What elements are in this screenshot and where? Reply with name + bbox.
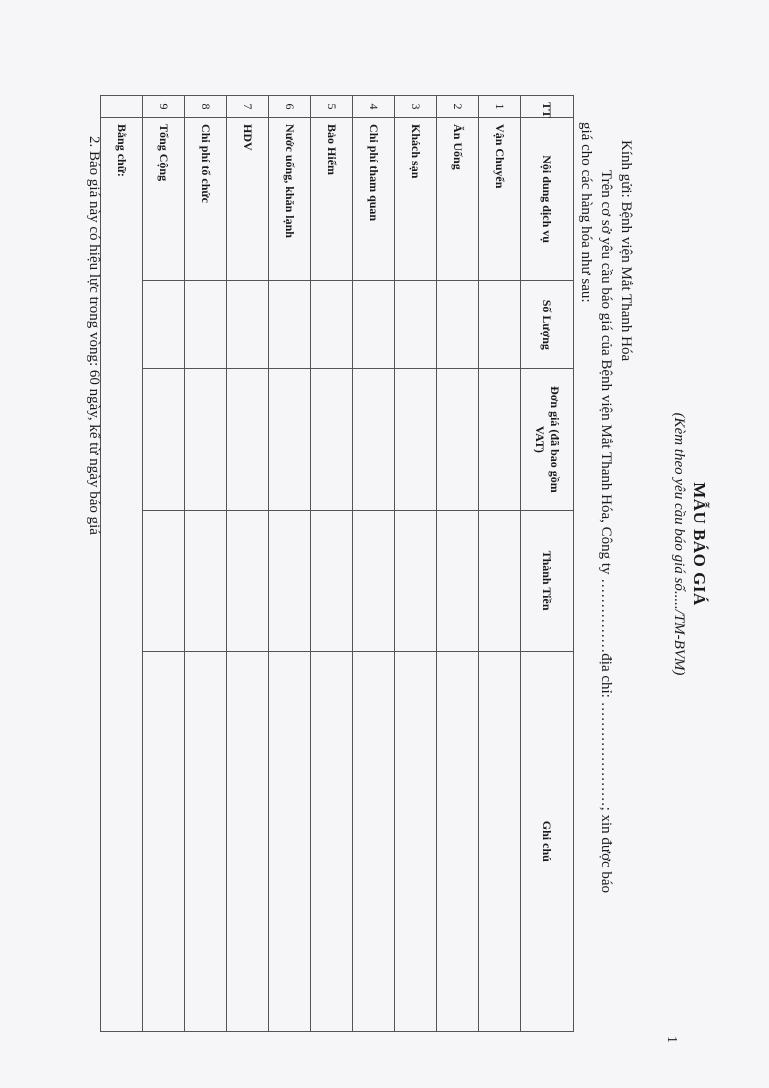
intro-line-1: Trên cơ sở yêu cầu báo giá của Bệnh viện Mắt Thanh Hóa, Công ty ……………địa chỉ: …………………; xin được báo <box>598 170 614 894</box>
document-subtitle: (Kèm theo yêu cầu báo giá số...../TM-BVM) <box>671 412 687 676</box>
row-price-cell <box>395 369 437 510</box>
row-note-cell <box>269 651 311 1031</box>
row-price-cell <box>311 369 353 510</box>
validity-note: 2. Báo giá này có hiệu lực trong vòng: 60 ngày, kể từ ngày báo giá <box>86 136 102 535</box>
row-qty-cell <box>353 281 395 369</box>
table-header-row <box>521 96 574 1032</box>
row-price-cell <box>143 369 185 510</box>
quotation-table <box>100 95 574 1032</box>
row-item: Chi phí tham quan <box>353 118 395 281</box>
header-price: Đơn giá (đã bao gồm VAT) <box>521 369 574 510</box>
header-tt: TT <box>521 96 574 118</box>
row-number: 6 <box>269 96 311 118</box>
row-price-cell <box>227 369 269 510</box>
header-amount: Thành Tiền <box>521 510 574 651</box>
row-qty-cell <box>437 281 479 369</box>
row-amount-cell <box>479 510 521 651</box>
row-price-cell <box>437 369 479 510</box>
row-amount-cell <box>269 510 311 651</box>
row-number: 2 <box>437 96 479 118</box>
document-title: MẪU BÁO GIÁ <box>690 482 709 606</box>
row-note-cell <box>185 651 227 1031</box>
row-note-cell <box>143 651 185 1031</box>
row-item: Khách sạn <box>395 118 437 281</box>
row-number: 5 <box>311 96 353 118</box>
header-qty: Số Lượng <box>521 281 574 369</box>
row-item: Bảo Hiểm <box>311 118 353 281</box>
table-row <box>311 96 353 1032</box>
row-amount-cell <box>227 510 269 651</box>
table-row <box>353 96 395 1032</box>
row-number: 3 <box>395 96 437 118</box>
table-row <box>269 96 311 1032</box>
row-amount-cell <box>353 510 395 651</box>
row-number: 9 <box>143 96 185 118</box>
recipient-line: Kính gửi: Bệnh viện Mắt Thanh Hóa <box>618 140 634 362</box>
row-qty-cell <box>185 281 227 369</box>
row-qty-cell <box>143 281 185 369</box>
row-qty-cell <box>479 281 521 369</box>
row-item: Tổng Cộng <box>143 118 185 281</box>
row-number: 4 <box>353 96 395 118</box>
table-row <box>143 96 185 1032</box>
table-row <box>437 96 479 1032</box>
row-note-cell <box>227 651 269 1031</box>
table-row <box>395 96 437 1032</box>
amount-in-words-row <box>101 96 143 1032</box>
row-item: Vận Chuyển <box>479 118 521 281</box>
row-qty-cell <box>227 281 269 369</box>
row-number <box>101 96 143 118</box>
row-price-cell <box>479 369 521 510</box>
row-note-cell <box>353 651 395 1031</box>
row-qty-cell <box>395 281 437 369</box>
row-number: 8 <box>185 96 227 118</box>
row-price-cell <box>353 369 395 510</box>
row-amount-cell <box>143 510 185 651</box>
table-row <box>227 96 269 1032</box>
row-note-cell <box>479 651 521 1031</box>
row-amount-cell <box>437 510 479 651</box>
row-note-cell <box>311 651 353 1031</box>
header-item: Nội dung dịch vụ <box>521 118 574 281</box>
table-row <box>185 96 227 1032</box>
page-number: 1 <box>664 1036 679 1043</box>
row-note-cell <box>437 651 479 1031</box>
row-item: Nước uống, khăn lạnh <box>269 118 311 281</box>
row-note-cell <box>395 651 437 1031</box>
header-note: Ghi chú <box>521 651 574 1031</box>
row-number: 7 <box>227 96 269 118</box>
row-price-cell <box>185 369 227 510</box>
row-item: Ăn Uống <box>437 118 479 281</box>
row-amount-cell <box>395 510 437 651</box>
row-qty-cell <box>269 281 311 369</box>
row-item: Chi phí tổ chức <box>185 118 227 281</box>
table-row <box>479 96 521 1032</box>
row-qty-cell <box>311 281 353 369</box>
intro-line-2: giá cho các hàng hóa như sau: <box>578 122 594 303</box>
row-item: HDV <box>227 118 269 281</box>
row-amount-cell <box>311 510 353 651</box>
amount-in-words-label: Bằng chữ: <box>101 118 143 1032</box>
row-number: 1 <box>479 96 521 118</box>
row-amount-cell <box>185 510 227 651</box>
row-price-cell <box>269 369 311 510</box>
